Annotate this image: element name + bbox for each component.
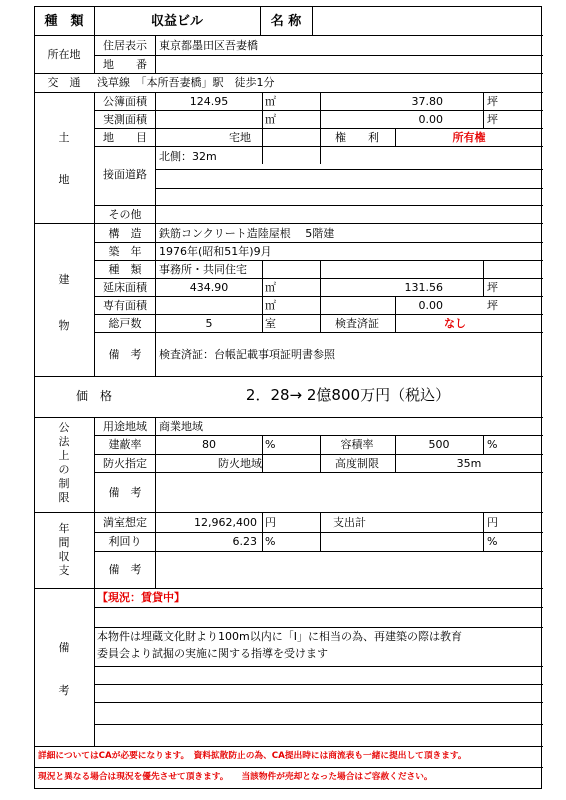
registry-area-tsubo-unit: 坪 [487, 95, 498, 108]
actual-area-sqm-unit: ㎡ [265, 113, 276, 126]
actual-area-tsubo: 0.00 [418, 113, 443, 126]
address-label: 住居表示 [103, 39, 147, 52]
structure-value: 鉄筋コンクリート造陸屋根 5階建 [159, 227, 335, 240]
rights-value: 所有権 [452, 131, 486, 144]
built-label: 築 年 [108, 245, 142, 258]
far-label: 容積率 [340, 438, 374, 451]
footer-line-2: 現況と異なる場合は現況を優先させて頂きます。 当該物件が売却となった場合はご容赦ください。 [38, 772, 433, 782]
inspection-label: 検査済証 [335, 317, 379, 330]
building-kind-label: 種 類 [108, 263, 142, 276]
registry-area-sqm-unit: ㎡ [265, 95, 276, 108]
yield-unit: % [265, 535, 276, 548]
inspection-value: なし [444, 317, 466, 330]
land-other-label: その他 [108, 208, 142, 221]
zoning-value: 商業地域 [159, 420, 203, 433]
land-section-label: 土 [58, 131, 70, 144]
legal-remarks-label: 備 考 [108, 486, 142, 499]
building-section-label-2: 物 [58, 319, 70, 332]
floor-area-label: 延床面積 [103, 281, 147, 294]
land-section-label-2: 地 [58, 173, 70, 186]
land-category-value: 宅地 [229, 131, 251, 144]
address-value: 東京都墨田区吾妻橋 [159, 39, 258, 52]
type-value: 収益ビル [150, 14, 204, 29]
building-remarks-value: 検査済証：台帳記載事項証明書参照 [159, 348, 335, 361]
property-sheet [34, 6, 542, 789]
units-label: 総戸数 [108, 317, 142, 330]
notes-line-1: 本物件は埋蔵文化財より100m以内に「Ⅰ」に相当の為、再建築の際は教育 [97, 630, 462, 643]
legal-section-label: 公 法 上 の 制 限 [58, 421, 70, 504]
height-label: 高度制限 [335, 457, 379, 470]
yield-label: 利回り [108, 535, 142, 548]
expense-unit: 円 [487, 516, 498, 529]
notes-section-label: 備 [58, 641, 70, 654]
road-value: 北側：32m [159, 150, 217, 163]
registry-area-sqm: 124.95 [189, 95, 229, 108]
exclusive-area-sqm-unit: ㎡ [265, 299, 276, 312]
building-section-label: 建 [58, 273, 70, 286]
yield-value: 6.23 [232, 535, 257, 548]
coverage-label: 建蔽率 [108, 438, 142, 451]
footer-line-1: 詳細についてはCAが必要になります。 資料拡散防止の為、CA提出時には商流表も一緒に提出して頂きます。 [38, 751, 467, 761]
registry-area-tsubo: 37.80 [411, 95, 443, 108]
exclusive-area-label: 専有面積 [103, 299, 147, 312]
price-value: 2．28→ 2億800万円（税込） [245, 386, 451, 404]
full-rent-label: 満室想定 [103, 516, 147, 529]
coverage-value: 80 [202, 438, 216, 451]
land-category-label: 地 目 [103, 131, 147, 144]
fire-value: 防火地域 [218, 457, 262, 470]
floor-area-sqm: 434.90 [189, 281, 229, 294]
name-label: 名 称 [270, 14, 302, 29]
expense-label: 支出計 [333, 516, 366, 529]
type-label: 種 類 [44, 14, 84, 29]
income-section-label: 年 間 収 支 [58, 522, 70, 577]
yield-unit-right: % [487, 535, 498, 548]
income-remarks-label: 備 考 [108, 563, 142, 576]
coverage-unit: % [265, 438, 276, 451]
units-unit: 室 [265, 317, 276, 330]
height-value: 35m [456, 457, 482, 470]
floor-area-sqm-unit: ㎡ [265, 281, 276, 294]
far-unit: % [487, 438, 498, 451]
floor-area-tsubo-unit: 坪 [487, 281, 498, 294]
actual-area-tsubo-unit: 坪 [487, 113, 498, 126]
building-remarks-label: 備 考 [108, 348, 142, 361]
structure-label: 構 造 [108, 227, 142, 240]
floor-area-tsubo: 131.56 [404, 281, 443, 294]
exclusive-area-tsubo: 0.00 [418, 299, 443, 312]
location-label: 所在地 [47, 48, 81, 61]
transport-value: 浅草線 「本所吾妻橋」駅 徒歩1分 [97, 76, 275, 89]
far-value: 500 [428, 438, 450, 451]
price-label: 価 格 [75, 389, 113, 403]
built-value: 1976年(昭和51年)9月 [159, 245, 272, 258]
units-value: 5 [205, 317, 213, 330]
transport-label: 交 通 [47, 76, 81, 89]
zoning-label: 用途地域 [103, 420, 147, 433]
status-note: 【現況：賃貸中】 [97, 591, 185, 604]
lot-label: 地 番 [103, 58, 147, 71]
rights-label: 権 利 [335, 131, 379, 144]
fire-label: 防火指定 [103, 457, 147, 470]
road-label: 接面道路 [103, 168, 147, 181]
notes-line-2: 委員会より試掘の実施に関する指導を受けます [97, 647, 328, 660]
full-rent-unit: 円 [265, 516, 276, 529]
actual-area-label: 実測面積 [103, 113, 147, 126]
notes-section-label-2: 考 [58, 684, 70, 697]
registry-area-label: 公簿面積 [103, 95, 147, 108]
exclusive-area-tsubo-unit: 坪 [487, 299, 498, 312]
full-rent-value: 12,962,400 [194, 516, 257, 529]
building-kind-value: 事務所・共同住宅 [159, 263, 247, 276]
